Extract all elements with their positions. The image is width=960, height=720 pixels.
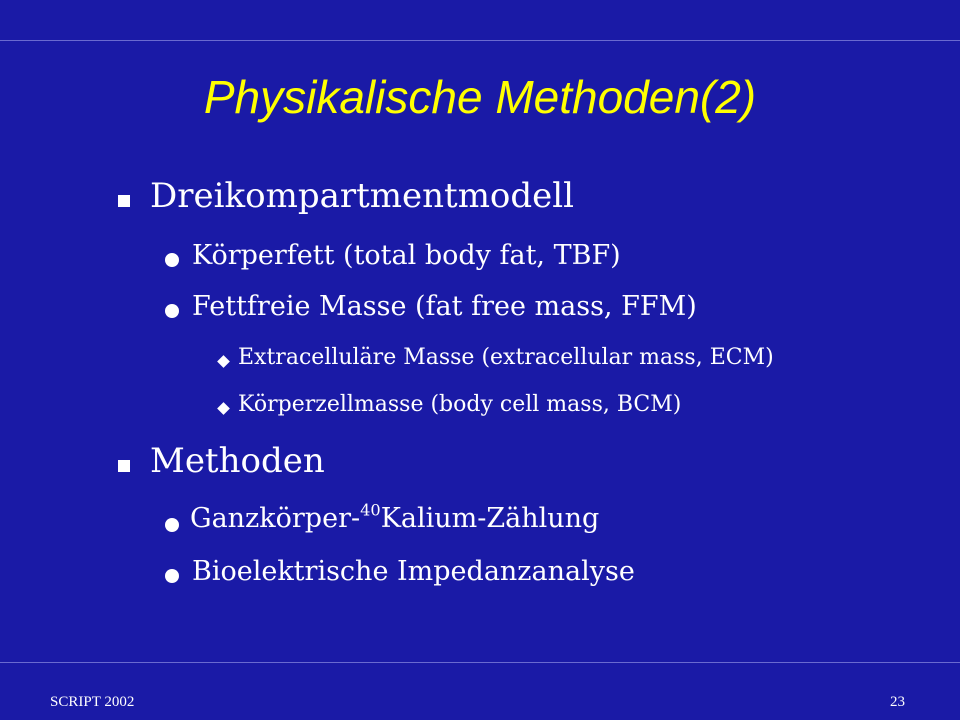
bottom-divider [0, 662, 960, 663]
bullet-bioelektrische-impedanzanalyse: Bioelektrische Impedanzanalyse [192, 556, 635, 587]
bullet-kalium-text: Kalium-Zählung [380, 503, 600, 534]
bullet-koerperfett: Körperfett (total body fat, TBF) [192, 240, 621, 271]
isotope-superscript: 40 [360, 500, 381, 520]
bullet-ganzkoerper-text: Ganzkörper- [190, 503, 361, 534]
top-divider [0, 40, 960, 41]
dot-bullet-icon [165, 569, 179, 583]
square-bullet-icon [118, 195, 130, 207]
square-bullet-icon [118, 460, 130, 472]
bullet-fettfreie-masse: Fettfreie Masse (fat free mass, FFM) [192, 291, 697, 322]
slide-number: 23 [890, 694, 905, 710]
dot-bullet-icon [165, 304, 179, 318]
bullet-extracellulaere-masse: Extracelluläre Masse (extracellular mass, ECM) [238, 345, 774, 370]
footer-label: SCRIPT 2002 [50, 694, 135, 710]
diamond-bullet-icon [217, 402, 230, 415]
diamond-bullet-icon [217, 355, 230, 368]
bullet-ganzkoerper-kalium [190, 500, 600, 534]
slide-title: Physikalische Methoden(2) [203, 71, 757, 123]
bullet-methoden: Methoden [150, 441, 325, 481]
dot-bullet-icon [165, 253, 179, 267]
dot-bullet-icon [165, 518, 179, 532]
bullet-koerperzellmasse: Körperzellmasse (body cell mass, BCM) [238, 392, 682, 417]
bullet-dreikompartmentmodell: Dreikompartmentmodell [150, 176, 575, 216]
